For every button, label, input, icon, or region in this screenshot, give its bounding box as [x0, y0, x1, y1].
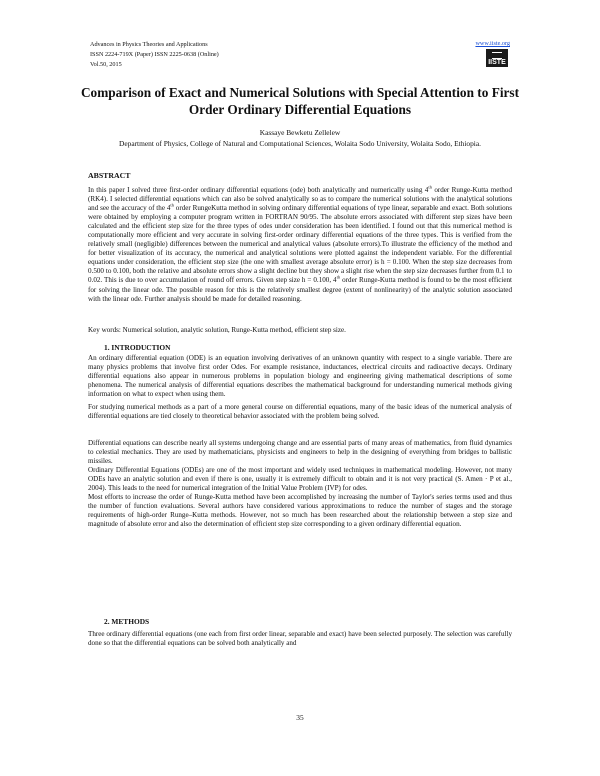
- logo-bars-icon: [492, 52, 502, 59]
- intro-paragraph-1: An ordinary differential equation (ODE) is an equation involving derivatives of an unknown quantity with respect to a single variable. There are many physics problems that involve first order Odes. For example resistance, inductances, electrical circuits and radioactive decays. Ordinary differential equations also appear in numerous problems in population biology and engineering giving mathematical descriptions of some phenomena. The numerical analysis of differential equations describes the mathematical background for understanding numerical methods giving information on what to expect when using them.: [88, 354, 512, 399]
- iiste-logo: [486, 49, 508, 67]
- abstract-heading: ABSTRACT: [88, 171, 131, 180]
- intro-paragraph-5: Most efforts to increase the order of Runge-Kutta method have been accomplished by increasing the number of Taylor's series terms used and thus the number of function evaluations. Several authors have considered various approximations to reduce the number of stages and the storage requirements of high-order Runge–Kutta methods. However, not so much has been researched about the relationship between a step size and magnitude of absolute error and also the determination of efficient step size corresponding to a given ordinary differential equation.: [88, 493, 512, 529]
- journal-name: Advances in Physics Theories and Applications: [90, 41, 208, 48]
- volume-line: Vol.50, 2015: [90, 61, 122, 68]
- author-affiliation: Department of Physics, College of Natural and Computational Sciences, Wolaita Sodo University, Wolaita Sodo, Ethiopia.: [119, 139, 481, 148]
- journal-url-link[interactable]: www.iiste.org: [475, 40, 510, 47]
- intro-paragraph-2: For studying numerical methods as a part of a more general course on differential equations, many of the basic ideas of the numerical analysis of differential equations are tied closely to theoretical behavior associated with the problem being solved.: [88, 403, 512, 421]
- running-header: [90, 40, 219, 70]
- section-heading-introduction: 1. INTRODUCTION: [104, 343, 171, 352]
- section-heading-methods: 2. METHODS: [104, 617, 150, 626]
- author-name: Kassaye Bewketu Zellelew: [259, 128, 341, 137]
- paper-title: Comparison of Exact and Numerical Solutions with Special Attention to First Order Ordinary Differential Equations: [80, 85, 520, 117]
- issn-line: ISSN 2224-719X (Paper) ISSN 2225-0638 (Online): [90, 51, 219, 58]
- methods-paragraph-1: Three ordinary differential equations (one each from first order linear, separable and exact) have been selected purposely. The selection was carefully done so that the differential equations can be solved both analytically and: [88, 630, 512, 648]
- intro-paragraph-3: Differential equations can describe nearly all systems undergoing change and are essential parts of many areas of mathematics, from fluid dynamics to celestial mechanics. They are used by mathematicians, physicists and engineers to help in the designing of everything from bridges to ballistic missiles.: [88, 439, 512, 466]
- abstract-text: In this paper I solved three first-order ordinary differential equations (ode) both analytically and numerically using 4th order Runge-Kutta method (RK4). I selected differential equations which can also be solved analytically so as to compare the numerical solutions with the analytical solutions and see the accuracy of the 4th order RungeKutta method in solving ordinary differential equations of type linear, separable and exact. Both solutions were obtained by employing a computer program written in FORTRAN 90/95. The absolute errors associated with different step sizes have been calculated and the efficient step size for the three types of odes under consideration has been identified. I found out that this numerical method is computationally more efficient and very accurate in solving first-order ordinary differential equations of the three types. This is verified from the relatively small (negligible) differences between the numerical and analytical values (absolute errors).To illustrate the efficiency of the method and for better visualization of its accuracy, the numerical and analytical solutions were plotted against the independent variable. For the differential equations under consideration, the efficient step size (the one with smallest average absolute error) is h = 0.100. When the step size decreases from 0.500 to 0.100, both the relative and absolute errors show a slight decline but they show a slight rise when the step size decreases further from 0.1 to 0.02. This is due to over accumulation of round off errors. Given step size h = 0.100, 4th order Runge-Kutta method is found to be the most efficient for solving the linear ode. The possible reason for this is the relatively smallest degree (extent of nonlinearity) of the analytic solution associated with the linear ode. Further analysis should be made for detailed reasoning.: [88, 184, 512, 303]
- keywords: Key words: Numerical solution, analytic solution, Runge-Kutta method, efficient step size.: [88, 326, 346, 334]
- logo-text: IISTE: [488, 59, 506, 66]
- intro-paragraph-4: Ordinary Differential Equations (ODEs) are one of the most important and widely used techniques in mathematical modeling. However, not many ODEs have an analytic solution and even if there is one, usually it is extremely difficult to obtain and it is not very practical (S. Amen · P et al., 2004). This leads to the need for numerical integration of the Initial Value Problem (IVP) for odes.: [88, 466, 512, 493]
- intro-paragraphs-block: [88, 439, 512, 529]
- page-number: 35: [296, 713, 304, 722]
